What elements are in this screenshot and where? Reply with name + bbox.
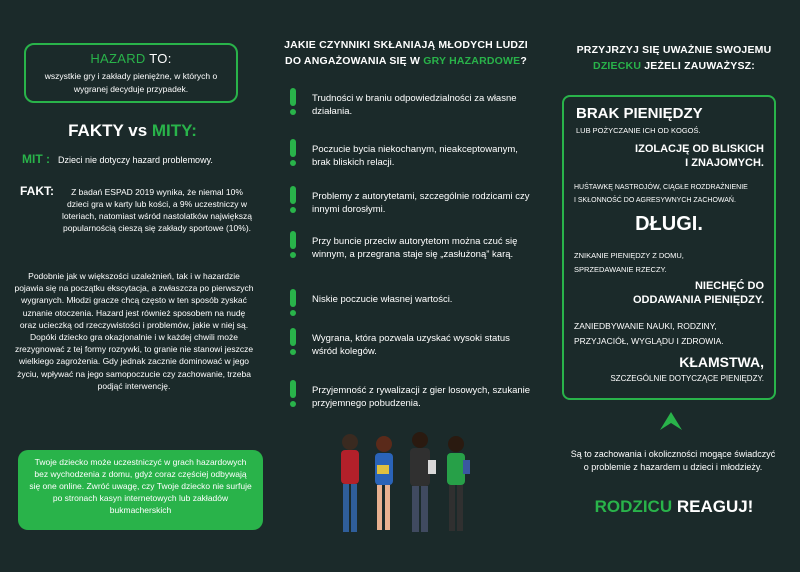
- myth-label: MIT :: [22, 152, 50, 166]
- sign-neglect: ZANIEDBYWANIE NAUKI, RODZINY, PRZYJACIÓŁ, WYGLĄDU I ZDROWIA.: [574, 321, 724, 346]
- sign-lies-detail: SZCZEGÓLNIE DOTYCZĄCE PIENIĘDZY.: [610, 374, 764, 383]
- column-facts: [0, 0, 265, 572]
- fact-text: Z badań ESPAD 2019 wynika, że niemal 10% dzieci gra w karty lub kości, a 9% uczestniczy w loteriach, natomiast wśród nastolatków największą popularnością cieszą się zakłady sportowe (10%).: [62, 187, 252, 233]
- exclamation-icon: [290, 380, 298, 407]
- factor-item: Wygrana, która pozwala uzyskać wysoki status wśród kolegów.: [294, 332, 534, 358]
- chevron-up-icon: [658, 410, 684, 434]
- myth-statement: [22, 152, 213, 166]
- sign-lies: KŁAMSTWA,: [679, 354, 764, 370]
- summary-text: Są to zachowania i okoliczności mogące świadczyć o problemie z hazardem u dzieci i młodzieży.: [570, 449, 776, 472]
- facts-vs-myths-title: FAKTY vs MITY:: [68, 121, 197, 140]
- sign-missing-money: ZNIKANIE PIENIĘDZY Z DOMU, SPRZEDAWANIE RZECZY.: [574, 251, 684, 274]
- addiction-paragraph: Podobnie jak w większości uzależnień, tak i w hazardzie pojawia się na początku ekscytacja, a zwłaszcza po pierwszych wygranych. Młodzi gracze chcą często w ten sposób zyskać uznanie otoczenia. Hazard jest również sposobem na nudę oraz ucieczką od rzeczywistości i problemów, jakie w niej są. Dopóki dziecko gra okazjonalnie i w każdej chwili może zrezygnować z tej formy rozrywki, to granie nie stanowi jeszcze wielkiego zagrożenia. Gdy jednak zacznie dominować w jego życiu, wpływać na jego samopoczucie czy zachowanie, trzeba podjąć interwencję.: [14, 271, 254, 391]
- exclamation-icon: [290, 328, 298, 355]
- exclamation-icon: [290, 289, 298, 316]
- parent-react-heading: RODZICU REAGUJ!: [594, 497, 754, 516]
- factor-item: Poczucie bycia niekochanym, nieakceptowanym, brak bliskich relacji.: [294, 143, 534, 169]
- sign-mood-swings: HUŚTAWKĘ NASTROJÓW, CIĄGŁE ROZDRAŻNIENIE I SKŁONNOŚĆ DO AGRESYWNYCH ZACHOWAŃ.: [574, 184, 748, 204]
- exclamation-icon: [290, 231, 298, 258]
- sign-isolation: IZOLACJĘ OD BLISKICH I ZNAJOMYCH.: [635, 143, 764, 169]
- factors-title: JAKIE CZYNNIKI SKŁANIAJĄ MŁODYCH LUDZI DO ANGAŻOWANIA SIĘ W GRY HAZARDOWE?: [284, 39, 528, 67]
- column-factors: [272, 0, 540, 572]
- factor-item: Problemy z autorytetami, szczególnie rodzicami czy innymi dorosłymi.: [294, 190, 534, 216]
- definition-box: [24, 43, 238, 103]
- exclamation-icon: [290, 186, 298, 213]
- sign-not-returning-money: NIECHĘĆ DO ODDAWANIA PIENIĘDZY.: [633, 280, 764, 306]
- exclamation-icon: [290, 88, 298, 115]
- online-warning-box: Twoje dziecko może uczestniczyć w grach hazardowych bez wychodzenia z domu, gdyż coraz częściej odbywają się one online. Zwróć uwagę, czy Twoje dziecko nie surfuje po stronach kasyn internetowych lub zakładów bukmacherskich: [18, 450, 263, 530]
- definition-title: HAZARD TO:: [90, 51, 172, 66]
- myth-text: Dzieci nie dotyczy hazard problemowy.: [58, 155, 213, 165]
- factor-item: Przyjemność z rywalizacji z gier losowych, szukanie przyjemnego pobudzenia.: [294, 384, 534, 410]
- definition-text: wszystkie gry i zakłady pieniężne, w których o wygranej decyduje przypadek.: [44, 71, 218, 94]
- sign-debts: DŁUGI.: [635, 213, 703, 235]
- column-warning-signs: [548, 0, 800, 572]
- sign-no-money: BRAK PIENIĘDZY: [576, 105, 703, 122]
- warning-signs-title: PRZYJRZYJ SIĘ UWAŻNIE SWOJEMU DZIECKU JEŻELI ZAUWAŻYSZ:: [576, 44, 772, 72]
- exclamation-icon: [290, 139, 298, 166]
- factor-item: Przy buncie przeciw autorytetom można czuć się winnym, a przegrana staje się „zasłużoną” karą.: [294, 235, 534, 261]
- factor-item: Trudności w braniu odpowiedzialności za własne działania.: [294, 92, 534, 118]
- warning-signs-box: [562, 95, 776, 400]
- sign-no-money-detail: LUB POŻYCZANIE ICH OD KOGOŚ.: [576, 126, 701, 135]
- teenagers-illustration: [332, 430, 482, 540]
- factor-item: Niskie poczucie własnej wartości.: [294, 293, 534, 306]
- fact-label: FAKT:: [20, 184, 54, 198]
